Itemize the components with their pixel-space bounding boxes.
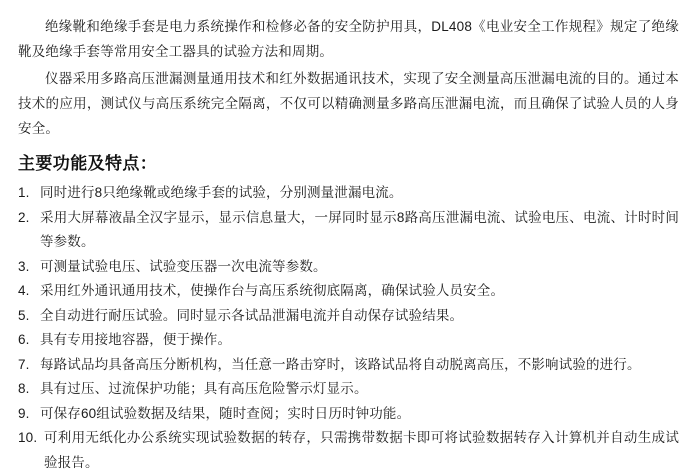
list-item-text: 可利用无纸化办公系统实现试验数据的转存，只需携带数据卡即可将试验数据转存入计算机并自动生成试验报告。 (44, 430, 679, 470)
list-item-text: 采用大屏幕液晶全汉字显示，显示信息量大，一屏同时显示8路高压泄漏电流、试验电压、电流、计时时间等参数。 (40, 209, 679, 249)
list-item (18, 255, 679, 280)
list-item-text: 具有过压、过流保护功能；具有高压危险警示灯显示。 (40, 381, 368, 396)
list-item-text: 可保存60组试验数据及结果，随时查阅；实时日历时钟功能。 (40, 405, 411, 421)
list-item-number: 6. (18, 332, 30, 347)
list-item-number: 8. (18, 381, 30, 396)
list-item-number: 9. (18, 405, 30, 421)
list-item-number: 2. (18, 209, 30, 225)
list-item-text: 每路试品均具备高压分断机构，当任意一路击穿时，该路试品将自动脱离高压，不影响试验的进行。 (40, 356, 641, 372)
list-item (18, 426, 679, 475)
list-item-number: 10. (18, 430, 38, 445)
list-item-number: 4. (18, 283, 30, 298)
list-item (18, 279, 679, 304)
list-item-number: 1. (18, 185, 30, 200)
section-title: 主要功能及特点： (18, 154, 158, 173)
features-list (18, 181, 679, 475)
list-item (18, 377, 679, 402)
list-item (18, 181, 679, 206)
list-item (18, 304, 679, 329)
list-item-text: 具有专用接地容器，便于操作。 (40, 332, 232, 347)
list-item-number: 5. (18, 307, 30, 323)
list-item-text: 采用红外通讯通用技术，使操作台与高压系统彻底隔离，确保试验人员安全。 (40, 283, 505, 298)
intro-paragraph-2: 仪器采用多路高压泄漏测量通用技术和红外数据通讯技术，实现了安全测量高压泄漏电流的目的。通过本技术的应用，测试仪与高压系统完全隔离，不仅可以精确测量多路高压泄漏电流，而且确保了试验人员的人身安全。 (18, 71, 679, 136)
list-item (18, 328, 679, 353)
list-item-text: 可测量试验电压、试验变压器一次电流等参数。 (40, 258, 327, 274)
list-item (18, 402, 679, 427)
list-item-number: 7. (18, 356, 30, 372)
intro-paragraph-1: 绝缘靴和绝缘手套是电力系统操作和检修必备的安全防护用具，DL408《电业安全工作规程》规定了绝缘靴及绝缘手套等常用安全工器具的试验方法和周期。 (18, 19, 679, 59)
list-item-text: 全自动进行耐压试验。同时显示各试品泄漏电流并自动保存试验结果。 (40, 307, 464, 323)
list-item (18, 206, 679, 255)
list-item (18, 353, 679, 378)
list-item-number: 3. (18, 258, 30, 274)
list-item-text: 同时进行8只绝缘靴或绝缘手套的试验，分别测量泄漏电流。 (40, 185, 403, 200)
